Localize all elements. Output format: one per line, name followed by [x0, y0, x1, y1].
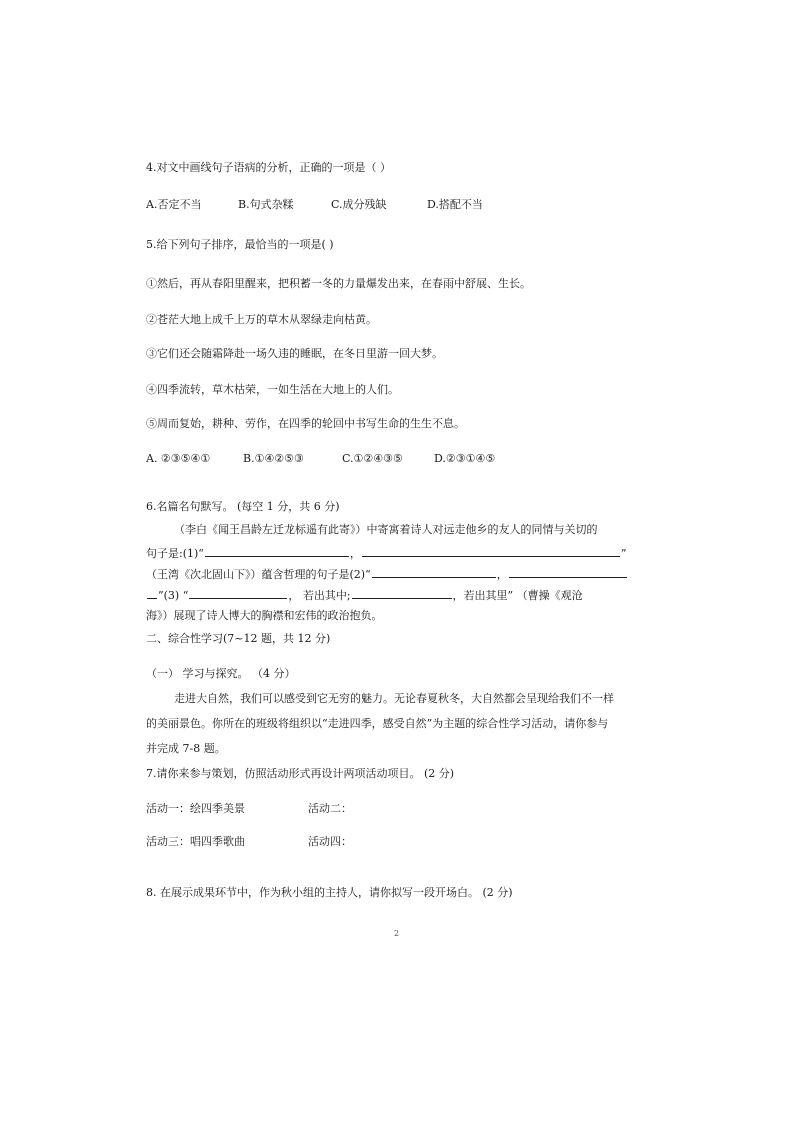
q5-option-b: B.①④②⑤③: [243, 452, 304, 465]
q4-option-c: C.成分残缺: [331, 198, 387, 211]
section2-para-line2: 的美丽景色。你所在的班级将组织以“走进四季，感受自然”为主题的综合性学习活动，请你参与: [146, 717, 609, 730]
section2-title: 二、综合性学习(7~12 题，共 12 分): [146, 632, 331, 645]
section2-para-line3: 并完成 7-8 题。: [146, 742, 226, 755]
blank-5[interactable]: [189, 587, 287, 599]
q5-sentence-1: ①然后，再从春阳里醒来，把积蓄一冬的力量爆发出来，在春雨中舒展、生长。: [146, 277, 531, 290]
part1-title: （一） 学习与探究。 （4 分）: [146, 667, 296, 680]
blank-6[interactable]: [352, 587, 452, 599]
blank-2[interactable]: [362, 545, 620, 557]
activity-4: 活动四：: [308, 835, 352, 848]
page-number: 2: [394, 929, 400, 938]
q6-title: 6.名篇名句默写。 (每空 1 分，共 6 分): [146, 500, 340, 513]
section2-para-line1: 走进大自然，我们可以感受到它无穷的魅力。无论春夏秋冬，大自然都会呈现给我们不一样: [174, 692, 614, 705]
q6-line5: 海》）展现了诗人博大的胸襟和宏伟的政治抱负。: [146, 609, 383, 622]
q5-sentence-5: ⑤周而复始，耕种、劳作，在四季的轮回中书写生命的生生不息。: [146, 417, 465, 430]
q4-stem: 4.对文中画线句子语病的分析，正确的一项是（ ）: [146, 161, 391, 174]
blank-4-cont[interactable]: [147, 587, 157, 599]
q7-stem: 7.请你来参与策划，仿照活动形式再设计两项活动项目。 (2 分): [146, 767, 455, 780]
q6-line4: ”(3) “ ， 若出其中; ，若出其里” （曹操《观沧: [146, 587, 583, 604]
activity-1: 活动一：绘四季美景: [146, 802, 245, 815]
blank-4[interactable]: [509, 566, 627, 578]
q4-option-d: D.搭配不当: [427, 198, 483, 211]
q5-option-a: A. ②③⑤④①: [146, 452, 211, 465]
blank-1[interactable]: [205, 545, 349, 557]
activity-3: 活动三：唱四季歌曲: [146, 835, 245, 848]
q5-option-d: D.②③①④⑤: [434, 452, 496, 465]
q4-option-a: A.否定不当: [146, 198, 202, 211]
q5-stem: 5.给下列句子排序，最恰当的一项是( ): [146, 238, 334, 251]
q4-option-b: B.句式杂糅: [238, 198, 294, 211]
q6-line1: （李白《闻王昌龄左迁龙标遥有此寄》）中寄寓着诗人对远走他乡的友人的同情与关切的: [174, 523, 598, 536]
blank-3[interactable]: [372, 566, 496, 578]
q5-sentence-2: ②苍茫大地上成千上万的草木从翠绿走向枯黄。: [146, 313, 377, 326]
q8-stem: 8. 在展示成果环节中，作为秋小组的主持人，请你拟写一段开场白。 (2 分): [146, 886, 513, 899]
q5-option-c: C.①②④③⑤: [342, 452, 403, 465]
activity-2: 活动二：: [308, 802, 352, 815]
q6-line2: 句子是:(1)“ ， ”: [146, 547, 627, 560]
q5-sentence-4: ④四季流转，草木枯荣，一如生活在大地上的人们。: [146, 383, 399, 396]
q5-sentence-3: ③它们还会随霜降赴一场久违的睡眠，在冬日里游一回大梦。: [146, 347, 443, 360]
q6-line3: （王湾《次北固山下》）蕴含哲理的句子是(2)“ ，: [146, 566, 628, 583]
